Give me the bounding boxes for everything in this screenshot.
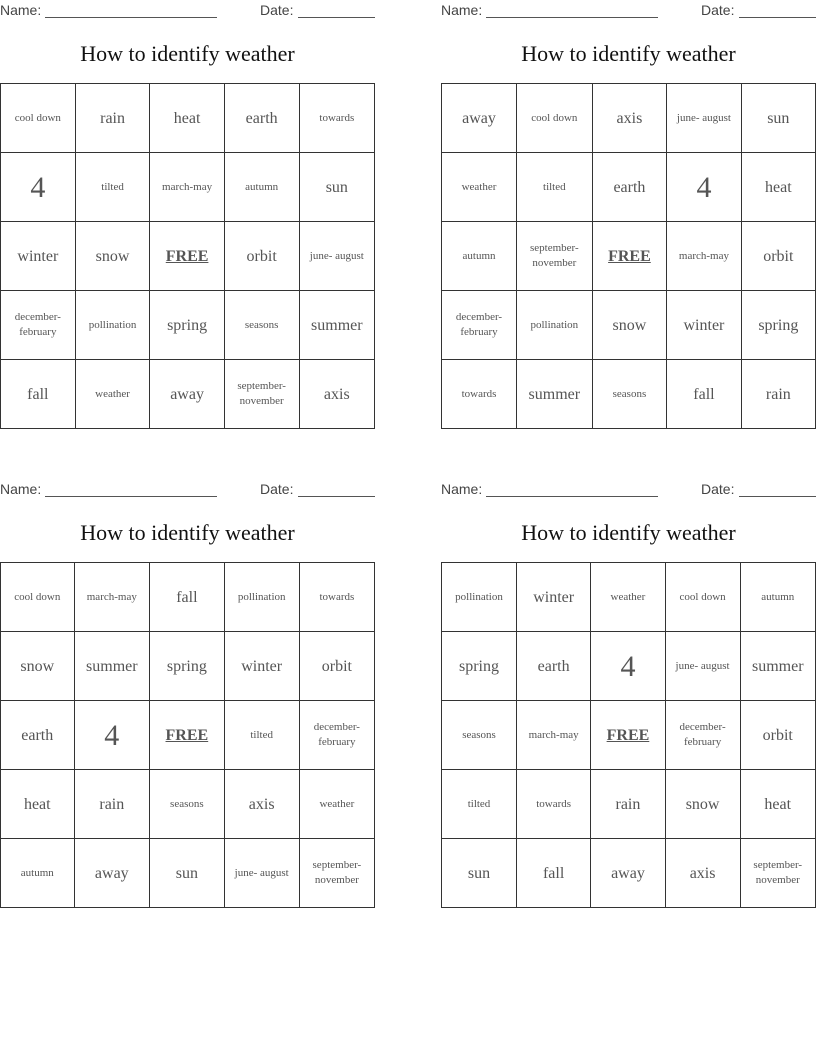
bingo-cell: tilted	[442, 770, 517, 839]
bingo-cell: june- august	[665, 632, 740, 701]
bingo-cell: autumn	[1, 839, 75, 908]
bingo-card-1	[0, 0, 375, 435]
bingo-cell: heat	[741, 153, 815, 222]
bingo-cell: spring	[150, 291, 224, 360]
bingo-grid	[441, 562, 816, 908]
bingo-cell: away	[591, 839, 665, 908]
grid-row	[1, 360, 375, 429]
bingo-cell: away	[442, 84, 517, 153]
bingo-cell: march-may	[667, 222, 741, 291]
card-title: How to identify weather	[521, 41, 736, 66]
bingo-cell: weather	[591, 563, 665, 632]
name-label: Name:	[441, 481, 483, 497]
bingo-cell: towards	[517, 770, 591, 839]
bingo-cell: axis	[665, 839, 740, 908]
bingo-cell: fall	[150, 563, 225, 632]
bingo-cell: rain	[591, 770, 665, 839]
bingo-cell: september-november	[299, 839, 374, 908]
bingo-cell: december-february	[1, 291, 76, 360]
bingo-cell: march-may	[517, 701, 591, 770]
bingo-cell: autumn	[740, 563, 816, 632]
bingo-cell: cool down	[1, 563, 75, 632]
bingo-cell: fall	[667, 360, 741, 429]
bingo-cell: snow	[1, 632, 75, 701]
bingo-cell: spring	[150, 632, 225, 701]
name-write-line	[45, 496, 217, 497]
bingo-cell: summer	[740, 632, 816, 701]
bingo-cell: winter	[224, 632, 299, 701]
card-header	[0, 2, 375, 20]
bingo-cell: june- august	[667, 84, 741, 153]
free-space-cell: FREE	[150, 701, 225, 770]
bingo-cell: june- august	[224, 839, 299, 908]
card-header	[441, 481, 816, 499]
bingo-cell: earth	[224, 84, 299, 153]
bingo-grid	[0, 83, 375, 429]
date-write-line	[298, 496, 375, 497]
bingo-cell: snow	[665, 770, 740, 839]
grid-row	[1, 291, 375, 360]
grid-row	[442, 632, 816, 701]
bingo-cell: orbit	[741, 222, 815, 291]
bingo-cell: earth	[592, 153, 667, 222]
bingo-grid	[441, 83, 816, 429]
bingo-cell: summer	[299, 291, 374, 360]
grid-row	[442, 84, 816, 153]
grid-row	[1, 701, 375, 770]
bingo-cell: sun	[442, 839, 517, 908]
grid-row	[442, 291, 816, 360]
bingo-cell: seasons	[442, 701, 517, 770]
bingo-cell: march-may	[150, 153, 224, 222]
grid-row	[442, 360, 816, 429]
bingo-cell: rain	[74, 770, 150, 839]
bingo-cell: autumn	[224, 153, 299, 222]
bingo-cell: snow	[75, 222, 150, 291]
card-title: How to identify weather	[80, 41, 295, 66]
bingo-cell: seasons	[592, 360, 667, 429]
bingo-cell: winter	[667, 291, 741, 360]
name-write-line	[486, 17, 658, 18]
grid-row	[1, 632, 375, 701]
name-write-line	[45, 17, 217, 18]
bingo-cell: weather	[75, 360, 150, 429]
bingo-cell: summer	[517, 360, 593, 429]
bingo-cell: tilted	[517, 153, 593, 222]
bingo-cell: fall	[1, 360, 76, 429]
bingo-cell: towards	[442, 360, 517, 429]
bingo-cell: spring	[442, 632, 517, 701]
card-header	[0, 481, 375, 499]
bingo-cell: axis	[592, 84, 667, 153]
date-label: Date:	[260, 481, 294, 497]
name-write-line	[486, 496, 658, 497]
bingo-cell: away	[74, 839, 150, 908]
card-header	[441, 2, 816, 20]
date-label: Date:	[260, 2, 294, 18]
bingo-cell: snow	[592, 291, 667, 360]
free-space-cell: FREE	[591, 701, 665, 770]
bingo-cell: sun	[741, 84, 815, 153]
bingo-cell: heat	[150, 84, 224, 153]
bingo-cell: pollination	[442, 563, 517, 632]
bingo-card-2	[441, 0, 816, 435]
bingo-cell: 4	[591, 632, 665, 701]
bingo-cell: cool down	[517, 84, 593, 153]
bingo-cell: 4	[1, 153, 76, 222]
bingo-cell: axis	[224, 770, 299, 839]
grid-row	[1, 84, 375, 153]
bingo-cell: september-november	[224, 360, 299, 429]
bingo-cell: december-february	[442, 291, 517, 360]
bingo-cell: december-february	[665, 701, 740, 770]
free-space-cell: FREE	[150, 222, 224, 291]
bingo-cell: september-november	[517, 222, 593, 291]
bingo-cell: pollination	[224, 563, 299, 632]
bingo-cell: june- august	[299, 222, 374, 291]
date-label: Date:	[701, 2, 735, 18]
name-label: Name:	[0, 2, 42, 18]
bingo-cell: december-february	[299, 701, 374, 770]
date-write-line	[298, 17, 375, 18]
grid-row	[442, 770, 816, 839]
bingo-cell: pollination	[75, 291, 150, 360]
bingo-cell: sun	[299, 153, 374, 222]
grid-row	[1, 839, 375, 908]
grid-row	[442, 153, 816, 222]
bingo-cell: heat	[1, 770, 75, 839]
bingo-cell: tilted	[75, 153, 150, 222]
bingo-cell: pollination	[517, 291, 593, 360]
bingo-cell: weather	[299, 770, 374, 839]
bingo-cell: cool down	[665, 563, 740, 632]
bingo-cell: towards	[299, 84, 374, 153]
bingo-cell: towards	[299, 563, 374, 632]
grid-row	[442, 839, 816, 908]
bingo-grid	[0, 562, 375, 908]
bingo-cell: september-november	[740, 839, 816, 908]
bingo-cell: spring	[741, 291, 815, 360]
grid-row	[1, 222, 375, 291]
bingo-card-3	[0, 479, 375, 914]
bingo-cell: tilted	[224, 701, 299, 770]
bingo-cell: orbit	[224, 222, 299, 291]
grid-row	[1, 563, 375, 632]
bingo-cell: cool down	[1, 84, 76, 153]
grid-row	[442, 222, 816, 291]
free-space-cell: FREE	[592, 222, 667, 291]
bingo-cell: seasons	[224, 291, 299, 360]
grid-row	[1, 153, 375, 222]
bingo-cell: 4	[667, 153, 741, 222]
bingo-cell: sun	[150, 839, 225, 908]
bingo-cell: away	[150, 360, 224, 429]
card-title: How to identify weather	[80, 520, 295, 545]
bingo-cell: 4	[74, 701, 150, 770]
name-label: Name:	[0, 481, 42, 497]
bingo-cell: weather	[442, 153, 517, 222]
bingo-cell: rain	[741, 360, 815, 429]
date-label: Date:	[701, 481, 735, 497]
grid-row	[1, 770, 375, 839]
bingo-cell: earth	[517, 632, 591, 701]
bingo-card-4	[441, 479, 816, 914]
bingo-cell: fall	[517, 839, 591, 908]
grid-row	[442, 701, 816, 770]
bingo-cell: heat	[740, 770, 816, 839]
bingo-cell: axis	[299, 360, 374, 429]
bingo-cell: rain	[75, 84, 150, 153]
grid-row	[442, 563, 816, 632]
card-title: How to identify weather	[521, 520, 736, 545]
bingo-cell: march-may	[74, 563, 150, 632]
bingo-cell: orbit	[740, 701, 816, 770]
date-write-line	[739, 496, 816, 497]
bingo-cell: winter	[517, 563, 591, 632]
name-label: Name:	[441, 2, 483, 18]
bingo-cell: earth	[1, 701, 75, 770]
bingo-cell: autumn	[442, 222, 517, 291]
bingo-cell: winter	[1, 222, 76, 291]
bingo-cell: seasons	[150, 770, 225, 839]
date-write-line	[739, 17, 816, 18]
bingo-cell: summer	[74, 632, 150, 701]
bingo-cell: orbit	[299, 632, 374, 701]
